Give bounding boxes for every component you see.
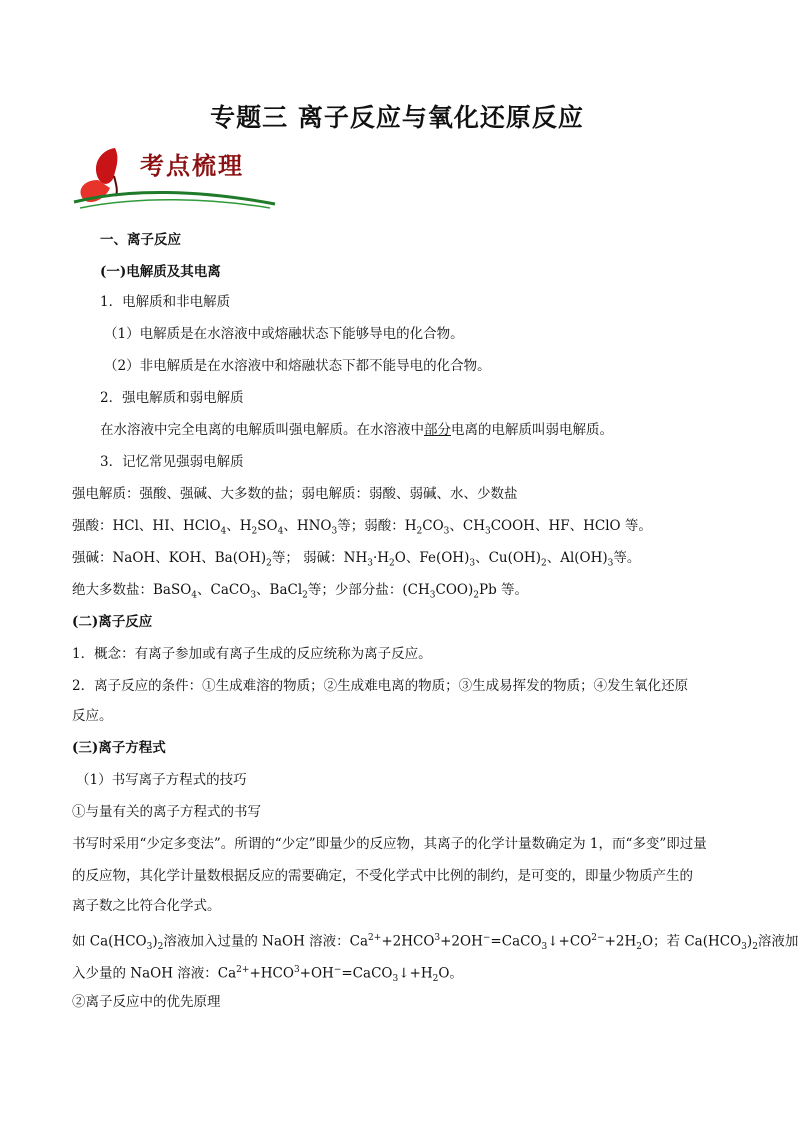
text-span: 等； 弱碱：NH	[271, 550, 368, 566]
subscript: 2	[266, 558, 272, 569]
underlined-text: 部分	[424, 422, 451, 438]
superscript: 3	[434, 933, 441, 943]
text-span: SO	[257, 518, 278, 534]
text-line: 3．记忆常见强弱电解质	[100, 454, 244, 470]
subheading-ionic-reaction: (二)离子反应	[72, 614, 153, 630]
subscript: 2	[540, 558, 547, 569]
subheading-ionic-equation: (三)离子方程式	[72, 740, 166, 756]
superscript: 2+	[236, 965, 250, 975]
text-line: 书写时采用“少定多变法”。所谓的“少定”即量少的反应物，其离子的化学计量数确定为 1，而“多变”即过量	[72, 836, 707, 852]
superscript: −	[333, 965, 342, 975]
text-span: 溶液加入过量的 NaOH 溶液：Ca	[163, 933, 369, 950]
text-line: （1）书写离子方程式的技巧	[76, 772, 247, 788]
text-span: 、Cu(OH)	[475, 550, 541, 566]
text-span: O。	[438, 965, 463, 982]
text-span: 、Al(OH)	[546, 550, 608, 566]
text-line: 2．离子反应的条件：①生成难溶的物质；②生成难电离的物质；③生成易挥发的物质；④发生氧化还原	[72, 678, 689, 694]
text-span: 在水溶液中完全电离的电解质叫强电解质。在水溶液中	[100, 422, 424, 438]
text-span: 绝大多数盐：BaSO	[72, 582, 192, 598]
text-span: 等。	[613, 550, 641, 566]
text-span: )	[746, 933, 753, 950]
subscript: 3	[367, 558, 373, 569]
text-span: COO)	[435, 582, 474, 598]
text-span: 强碱：NaOH、KOH、Ba(OH)	[72, 550, 267, 566]
subscript: 3	[250, 590, 257, 601]
subscript: 4	[277, 526, 284, 537]
text-line: 离子数之比符合化学式。	[72, 898, 221, 914]
text-span: 、HNO	[283, 518, 332, 534]
section-banner-label: 考点梳理	[140, 151, 244, 180]
subscript: 3	[331, 526, 338, 537]
subscript: 3	[484, 526, 491, 537]
subscript: 2	[636, 942, 642, 953]
text-span: 、BaCl	[256, 582, 303, 598]
text-span: O；若 Ca(HCO	[641, 933, 742, 950]
text-span: Pb 等。	[478, 582, 529, 598]
superscript: −	[482, 933, 491, 943]
text-span: 等；少部分盐：(CH	[307, 582, 430, 598]
text-span: ·H	[372, 550, 390, 566]
text-line: （1）电解质是在水溶液中或熔融状态下能够导电的化合物。	[104, 326, 464, 342]
text-line	[72, 580, 528, 606]
text-span: =CaCO	[341, 965, 393, 982]
subscript: 2	[416, 526, 423, 537]
subscript: 2	[473, 590, 479, 601]
subscript: 3	[469, 558, 476, 569]
text-span: 等；弱酸：H	[337, 518, 417, 534]
superscript: 2+	[368, 933, 382, 943]
text-span: 、CH	[449, 518, 485, 534]
page-title: 专题三 离子反应与氧化还原反应	[210, 103, 584, 132]
text-line: 2．强电解质和弱电解质	[100, 390, 244, 406]
text-span: =CaCO	[490, 933, 542, 950]
subscript: 2	[251, 526, 258, 537]
text-line: 1．电解质和非电解质	[100, 294, 231, 310]
text-span: COOH、HF、HClO 等。	[490, 518, 652, 534]
subscript: 3	[607, 558, 614, 569]
subscript: 4	[191, 590, 198, 601]
text-line: （2）非电解质是在水溶液中和熔融状态下都不能导电的化合物。	[104, 358, 491, 374]
text-span: ↓+CO	[547, 933, 592, 950]
text-span: +2HCO	[381, 933, 435, 950]
text-span: )	[152, 933, 158, 950]
text-line: ②离子反应中的优先原理	[72, 994, 221, 1010]
subscript: 3	[146, 942, 153, 953]
subscript: 2	[302, 590, 308, 601]
text-span: +2OH	[440, 933, 483, 950]
subscript: 4	[220, 526, 227, 537]
subscript: 2	[432, 974, 439, 985]
heading-ionic-reaction: 一、离子反应	[100, 232, 181, 248]
text-span: ↓+H	[398, 965, 433, 982]
text-line: ①与量有关的离子方程式的书写	[72, 804, 261, 820]
text-span: 、H	[226, 518, 252, 534]
text-line: 反应。	[72, 708, 113, 724]
text-span: 强酸：HCl、HI、HClO	[72, 518, 221, 534]
subscript: 2	[752, 942, 758, 953]
text-line	[72, 548, 640, 574]
subscript: 3	[392, 974, 399, 985]
text-span: 入少量的 NaOH 溶液：Ca	[72, 965, 237, 982]
superscript: 2−	[591, 933, 605, 943]
subscript: 2	[157, 942, 164, 953]
text-line: 的反应物，其化学计量数根据反应的需要确定，不受化学式中比例的制约，是可变的，即量少物质产生的	[72, 868, 693, 884]
superscript: 3	[293, 965, 300, 975]
subscript: 3	[541, 942, 548, 953]
text-line	[72, 928, 798, 957]
text-span: 溶液加	[757, 933, 798, 950]
text-span: +OH	[299, 965, 334, 982]
text-span: CO	[422, 518, 444, 534]
subscript: 3	[741, 942, 747, 953]
text-line: 1．概念：有离子参加或有离子生成的反应统称为离子反应。	[72, 646, 432, 662]
text-span: 、CaCO	[197, 582, 251, 598]
text-span: 电离的电解质叫弱电解质。	[451, 422, 613, 438]
subheading-electrolytes: (一)电解质及其电离	[100, 264, 221, 280]
subscript: 3	[429, 590, 436, 601]
text-span: +2H	[604, 933, 637, 950]
text-span: +HCO	[249, 965, 294, 982]
text-line: 强电解质：强酸、强碱、大多数的盐；弱电解质：弱酸、弱碱、水、少数盐	[72, 486, 518, 502]
text-span: O、Fe(OH)	[394, 550, 470, 566]
text-line	[72, 516, 652, 542]
text-line	[100, 420, 613, 440]
text-span: 如 Ca(HCO	[72, 933, 147, 950]
subscript: 3	[443, 526, 450, 537]
subscript: 2	[389, 558, 395, 569]
text-line	[72, 960, 463, 989]
